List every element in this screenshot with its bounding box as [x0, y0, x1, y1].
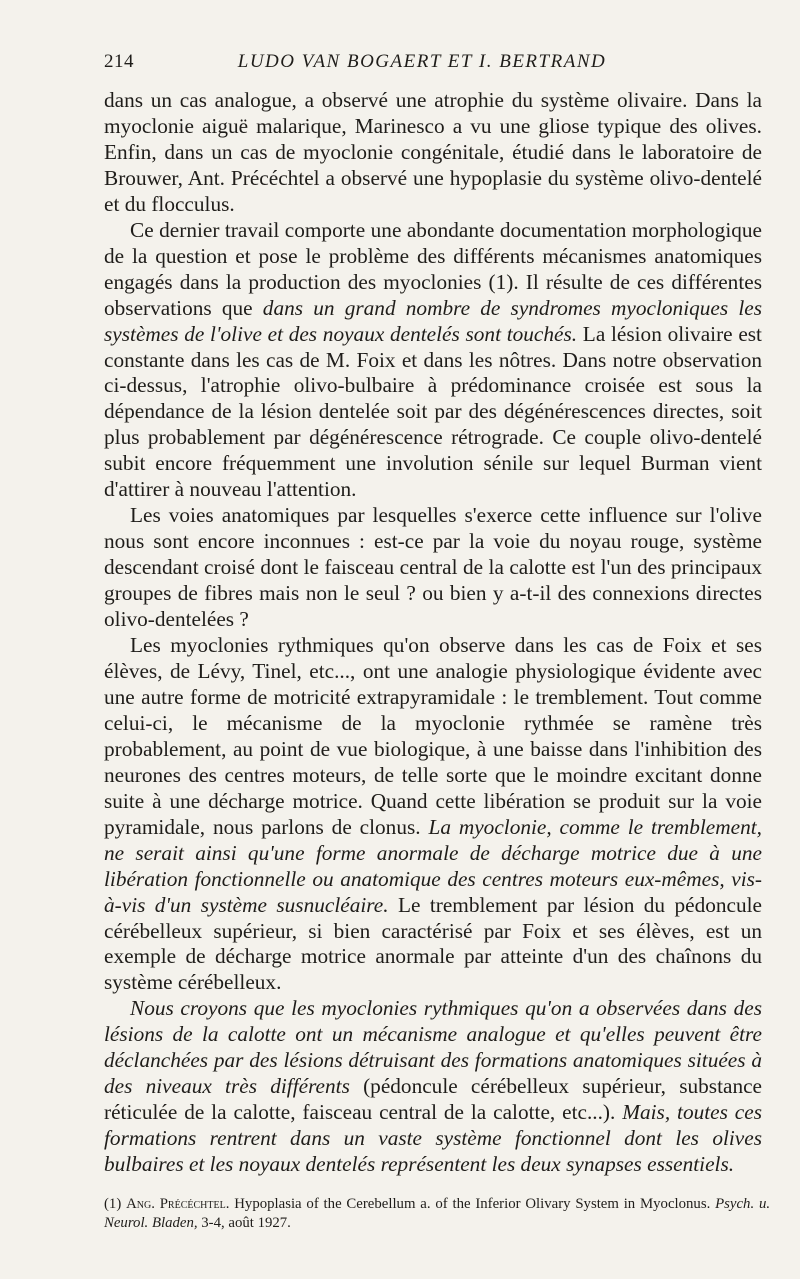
footnote-title: Hypoplasia of the Cerebellum a. of the Inferior Olivary System in Myoclonus. [234, 1196, 711, 1212]
emphasis-text: Mais, toutes ces formations rentrent dans un vaste système fonctionnel dont les olives bulbaires et les noyaux dentelés représentent les deux synapses essentiels. [104, 1100, 763, 1177]
footnote-marker: (1) [104, 1196, 122, 1212]
page-number: 214 [104, 51, 134, 72]
page-header [104, 50, 718, 74]
paragraph-text: Les voies anatomiques par lesquelles s'exerce cette influence sur l'olive nous sont encore inconnues : est-ce par la voie du noyau rouge, système descendant croisé dont le faisceau central de la calotte est l'un des principaux groupes de fibres mais non le seul ? ou bien y a-t-il des connexions directes olivo-dentelées ? [104, 503, 762, 632]
paragraph-text: Les myoclonies rythmiques qu'on observe dans les cas de Foix et ses élèves, de Lévy, Tinel, etc..., ont une analogie physiologique évidente avec une autre forme de motricité extrapyramidale : le tremblement. Tout comme celui-ci, le mécanisme de la myoclonie rythmée se ramène très probablement, au point de vue biologique, à une baisse dans l'inhibition des neurones des centres moteurs, de telle sorte que le moindre excitant donne suite à une décharge motrice. Quand cette libération se produit sur la voie pyramidale, nous parlons de clonus. [104, 633, 762, 839]
emphasis-text: Nous croyons que les myoclonies rythmiques qu'on a observées dans des lésions de la calotte ont un mécanisme analogue et qu'elles peuvent être déclanchées par des lésions détruisant des formations anatomiques situées à des niveaux très différents [104, 996, 762, 1099]
paragraph-text: Ce dernier travail comporte une abondante documentation morphologique de la question et pose le problème des différents mécanismes anatomiques engagés dans la production des myoclonies (1). Il résulte de ces différentes observations que [104, 217, 762, 320]
emphasis-text: La myoclonie, comme le tremblement, ne serait ainsi qu'une forme anormale de décharge motrice due à une libération fonctionnelle ou anatomique des centres moteurs eux-mêmes, vis-à-vis d'un système susnucléaire. [104, 814, 762, 917]
paragraph-text: (pédoncule cérébelleux supérieur, substance réticulée de la calotte, faisceau central de la calotte, etc...). [104, 1074, 763, 1125]
footnote-author: Ang. Précéchtel. [126, 1196, 230, 1212]
running-title: LUDO VAN BOGAERT ET I. BERTRAND [237, 51, 607, 72]
footnote [104, 1195, 770, 1233]
paragraph-3 [104, 503, 762, 633]
paragraph-2 [104, 218, 762, 503]
footnote-journal: Psych. u. Neurol. Bladen, [104, 1196, 771, 1231]
paragraph-text: La lésion olivaire est constante dans les cas de M. Foix et dans les nôtres. Dans notre observation ci-dessus, l'atrophie olivo-bulbaire à prédominance croisée est sous la dépendance de la lésion dentelée soit par des dégénérescences directes, soit plus probablement par dégénérescence rétrograde. Ce couple olivo-dentelé subit encore fréquemment une involution sénile sur lequel Burman vient d'attirer à nouveau l'attention. [104, 321, 762, 502]
paragraph-1 [104, 88, 762, 218]
emphasis-text: dans un grand nombre de syndromes myocloniques les systèmes de l'olive et des noyaux dentelés sont touchés. [104, 295, 762, 346]
paragraph-text: dans un cas analogue, a observé une atrophie du système olivaire. Dans la myoclonie aiguë malarique, Marinesco a vu une gliose typique des olives. Enfin, dans un cas de myoclonie congénitale, étudié dans le laboratoire de Brouwer, Ant. Précéchtel a observé une hypoplasie du système olivo-dentelé et du flocculus. [104, 88, 762, 216]
paragraph-text: Le tremblement par lésion du pédoncule cérébelleux supérieur, si bien caractérisé par Foix et ses élèves, est un exemple de décharge motrice anormale par atteinte d'un des chaînons du système cérébelleux. [104, 892, 762, 995]
paragraph-5 [104, 996, 762, 1178]
footnote-details: 3-4, août 1927. [201, 1215, 291, 1231]
paragraph-4 [104, 633, 762, 996]
body-text [104, 88, 762, 1178]
